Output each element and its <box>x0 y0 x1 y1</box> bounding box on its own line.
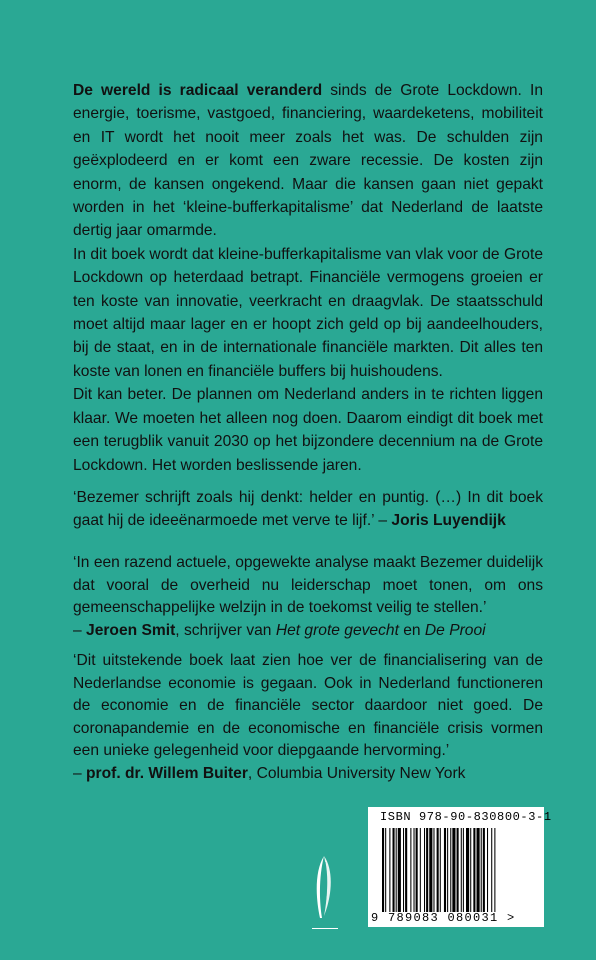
quote-author: prof. dr. Willem Buiter <box>86 764 248 782</box>
isbn-barcode <box>368 807 552 927</box>
quote-book-title-2: De Prooi <box>424 621 486 639</box>
blurb-paragraph-1 <box>73 79 543 243</box>
blurb-p1-text: sinds de Grote Lockdown. In energie, toerisme, vastgoed, financiering, waardeketens, mobiliteit en IT wordt het nooit meer zoals het was. De schulden zijn geëxplodeerd en er komt een zware recessie. De kosten zijn enorm, de kansen ongekend. Maar die kansen gaan niet gepakt worden in het ‘kleine-bufferkapitalisme’ dat Nederland de laatste dertig jaar omarmde. <box>73 82 543 240</box>
quote-conjunction: en <box>398 621 425 639</box>
quote-dash: – <box>73 621 87 639</box>
barcode-bars <box>380 828 532 912</box>
quote-dash: – <box>73 764 87 782</box>
back-cover-blurb <box>73 79 543 477</box>
quote-text: ‘In een razend actuele, opgewekte analyse maakt Bezemer duidelijk dat vooral de overheid nu leiderschap moet tonen, om ons gemeenschappelijke welzijn in de toekomst veilig te stellen.’ <box>73 554 543 616</box>
blurb-paragraph-3: Dit kan beter. De plannen om Nederland anders in te richten liggen klaar. We moeten het alleen nog doen. Daarom eindigt dit boek met een terugblik vanuit 2030 op het bijzondere decennium na de Grote Lockdown. Het worden beslissende jaren. <box>73 386 543 474</box>
quote-text: ‘Bezemer schrijft zoals hij denkt: helder en puntig. (…) In dit boek gaat hij de ideeënarmoede met verve te lijf.’ – <box>73 489 543 529</box>
ean-digits: 9 789083 080031 > <box>371 911 516 925</box>
review-quote-smit <box>73 552 543 642</box>
quote-author-suffix: , schrijver van <box>175 621 276 639</box>
blurb-paragraph-2: In dit boek wordt dat kleine-bufferkapitalisme van vlak voor de Grote Lockdown op heterdaad betrapt. Financiële vermogens groeien er ten koste van innovatie, veerkracht en draagvlak. De staatsschuld moet altijd maar lager en er hoopt zich geld op bij aandeelhouders, bij de staat, en in de internationale financiële markten. Dit alles ten koste van lonen en financiële buffers bij huishoudens. <box>73 245 543 380</box>
publisher-quill-logo <box>310 852 340 932</box>
review-quote-luyendijk <box>73 487 543 532</box>
quote-author: Joris Luyendijk <box>391 511 506 529</box>
quote-author: Jeroen Smit <box>86 621 176 639</box>
review-quote-buiter <box>73 650 543 785</box>
isbn-number: ISBN 978-90-830800-3-1 <box>380 810 552 824</box>
quote-author-suffix: , Columbia University New York <box>247 764 466 782</box>
quote-book-title-1: Het grote gevecht <box>275 621 399 639</box>
quote-text: ‘Dit uitstekende boek laat zien hoe ver de financialisering van de Nederlandse economie is gegaan. Ook in Nederland functioneren de economie en de financiële sector daardoor niet goed. De coronapandemie en de economische en financiële crisis vormen een unieke gelegenheid voor diepgaande hervorming.’ <box>73 652 543 759</box>
blurb-lead-bold: De wereld is radicaal veranderd <box>73 82 323 99</box>
